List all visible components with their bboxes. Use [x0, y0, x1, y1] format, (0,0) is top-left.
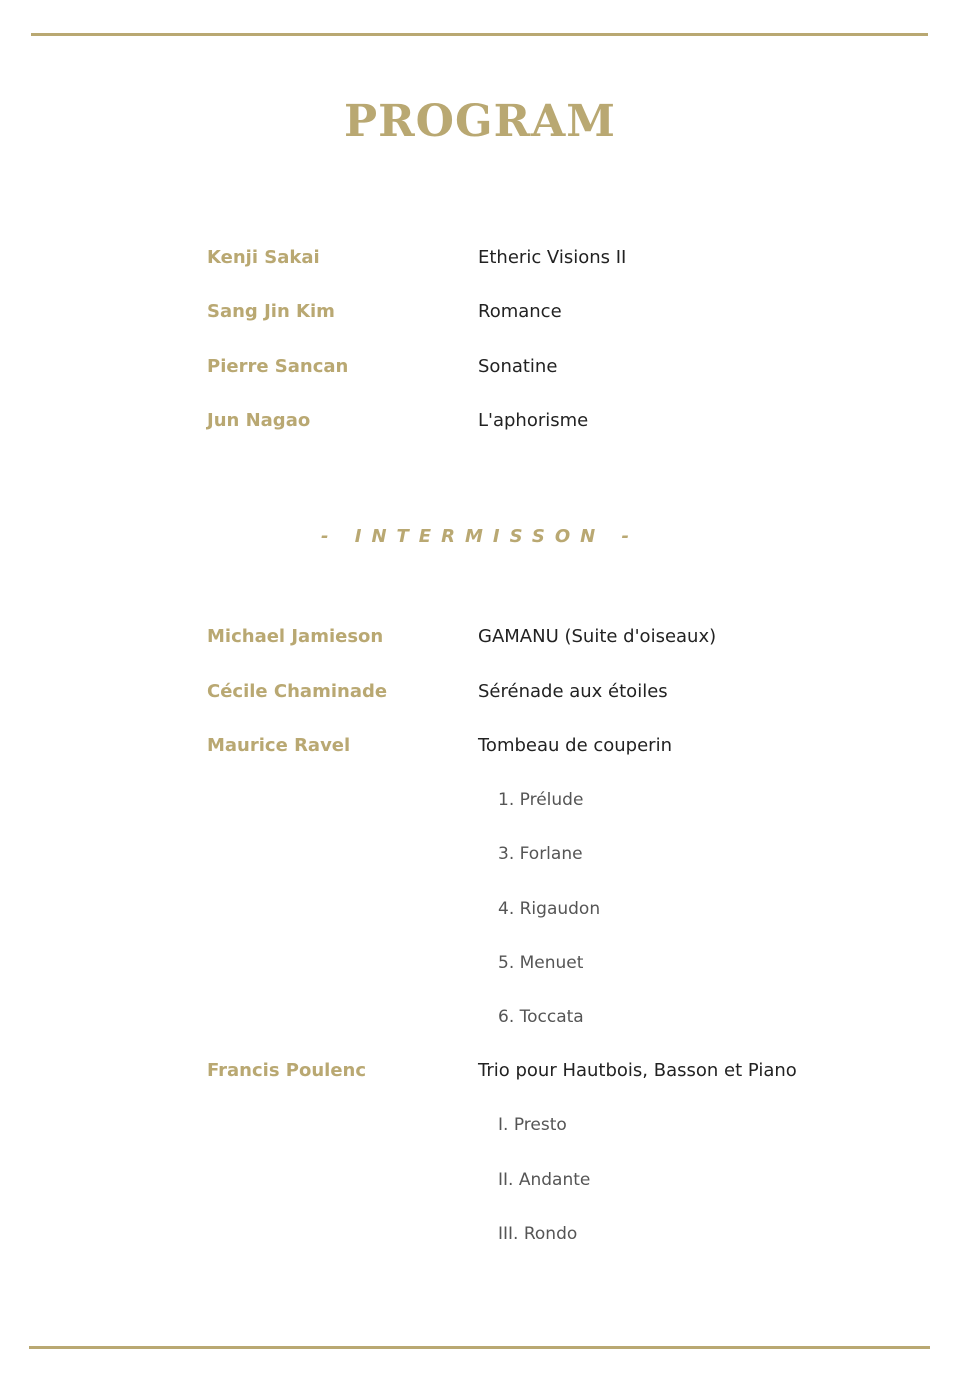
movement-item: I. Presto: [498, 1115, 567, 1135]
intermission-heading: - INTERMISSON -: [321, 526, 639, 547]
work-title: Etheric Visions II: [478, 247, 627, 268]
movement-item: 4. Rigaudon: [498, 899, 601, 919]
composer-name: Sang Jin Kim: [207, 301, 335, 322]
movement-item: 3. Forlane: [498, 844, 583, 864]
work-title: Romance: [478, 301, 562, 322]
composer-name: Francis Poulenc: [207, 1060, 367, 1081]
work-title: L'aphorisme: [478, 410, 589, 431]
composer-name: Jun Nagao: [207, 410, 311, 431]
work-title: Trio pour Hautbois, Basson et Piano: [478, 1060, 797, 1081]
work-title: Sérénade aux étoiles: [478, 681, 668, 702]
top-divider: [31, 33, 928, 36]
movement-item: II. Andante: [498, 1170, 591, 1190]
work-title: GAMANU (Suite d'oiseaux): [478, 626, 717, 647]
composer-name: Cécile Chaminade: [207, 681, 388, 702]
movement-item: 1. Prélude: [498, 790, 584, 810]
composer-name: Maurice Ravel: [207, 735, 351, 756]
movement-item: III. Rondo: [498, 1224, 578, 1244]
movement-item: 5. Menuet: [498, 953, 584, 973]
composer-name: Pierre Sancan: [207, 356, 349, 377]
movement-item: 6. Toccata: [498, 1007, 584, 1027]
page-title: PROGRAM: [344, 96, 616, 147]
work-title: Tombeau de couperin: [478, 735, 672, 756]
work-title: Sonatine: [478, 356, 558, 377]
bottom-divider: [29, 1346, 930, 1349]
composer-name: Michael Jamieson: [207, 626, 384, 647]
composer-name: Kenji Sakai: [207, 247, 320, 268]
